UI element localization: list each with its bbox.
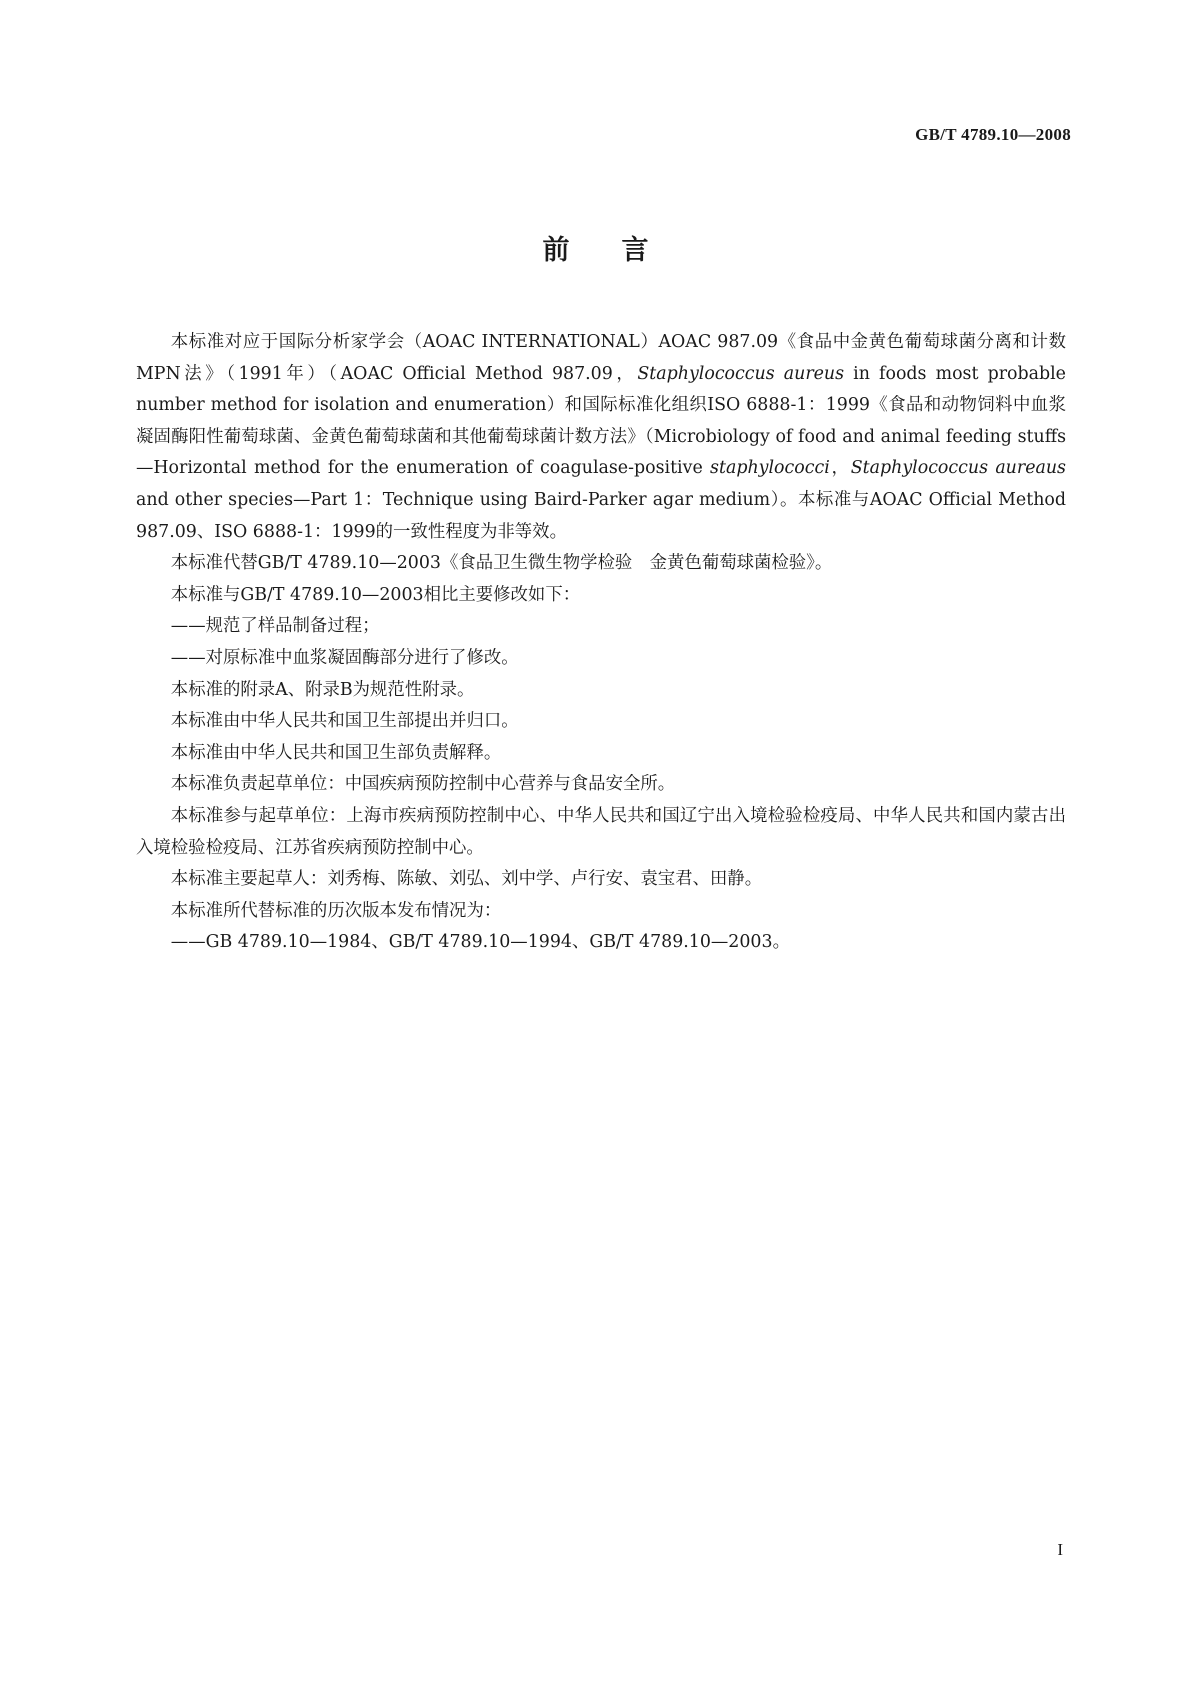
foreword-body [136,327,1084,959]
list-item: ——对原标准中血浆凝固酶部分进行了修改。 [170,647,519,668]
paragraph-drafters: 本标准主要起草人：刘秀梅、陈敏、刘弘、刘中学、卢行安、袁宝君、田静。 [170,869,763,890]
paragraph-history-intro: 本标准所代替标准的历次版本发布情况为： [170,900,502,921]
text-segment: and other species—Part 1：Technique using Baird-Parker agar medium）。本标准与AOAC Official Method 987.09、ISO 6888-1：1999的一致性程度为非等效。 [136,489,1066,542]
italic-species-name: Staphylococcus aureus [637,363,845,384]
paragraph-drafting-unit: 本标准负责起草单位：中国疾病预防控制中心营养与食品安全所。 [170,774,676,795]
paragraph-proposer: 本标准由中华人民共和国卫生部提出并归口。 [170,711,519,732]
paragraph-participating-units: 本标准参与起草单位：上海市疾病预防控制中心、中华人民共和国辽宁出入境检验检疫局、中华人民共和国内蒙古出入境检验检疫局、江苏省疾病预防控制中心。 [136,805,1066,858]
paragraph-annexes: 本标准的附录A、附录B为规范性附录。 [170,679,475,700]
italic-species-name: Staphylococcus aureaus [850,458,1066,479]
page-title: 前言 [542,235,701,266]
page-number: I [1057,1540,1063,1559]
list-item: ——GB 4789.10—1984、GB/T 4789.10—1994、GB/T 4789.10—2003。 [170,932,790,953]
paragraph-changes-intro: 本标准与GB/T 4789.10—2003相比主要修改如下： [170,584,581,605]
text-segment: in foods most probable number method for isolation and enumeration）和国际标准化组织ISO 6888-1：1999《食品和动物饲料中血浆凝固酶阳性葡萄球菌、金黄色葡萄球菌和其他葡萄球菌计数方法》（Microbiology of food and animal feeding stuffs—Horizontal method for the enumeration of coagulase-positive [136,363,1066,479]
text-segment: 本标准对应于国际分析家学会（AOAC INTERNATIONAL）AOAC 987.09《食品中金黄色葡萄球菌分离和计数 MPN法》（1991年）（AOAC Official Method 987.09， [136,332,1084,384]
list-item: ——规范了样品制备过程； [170,616,380,637]
paragraph-correspondence [136,327,1084,548]
standard-number: GB/T 4789.10—2008 [915,125,1071,144]
text-segment: ， [829,458,851,479]
paragraph-replaces: 本标准代替GB/T 4789.10—2003《食品卫生微生物学检验 金黄色葡萄球菌检验》。 [170,553,833,574]
italic-species-name: staphylococci [710,458,830,479]
paragraph-interpretation: 本标准由中华人民共和国卫生部负责解释。 [170,742,502,763]
